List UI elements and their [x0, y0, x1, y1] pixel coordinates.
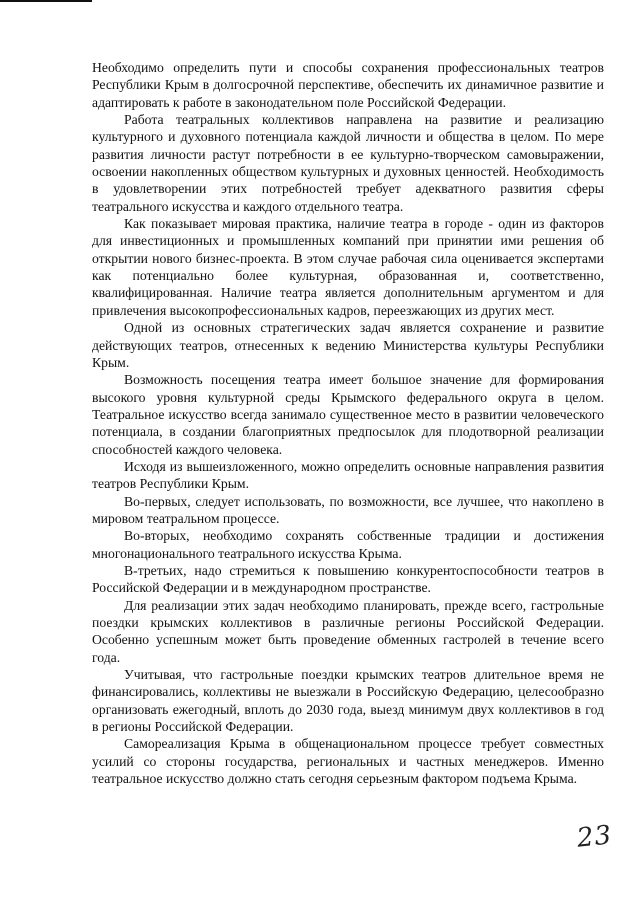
paragraph-4: Одной из основных стратегических задач является сохранение и развитие действующих театров, отнесенных к ведению Министерства культуры Республики Крым. — [92, 320, 604, 370]
paragraph-1: Необходимо определить пути и способы сохранения профессиональных театров Республики Крым в долгосрочной перспективе, обеспечить их динамичное развитие и адаптировать к работе в законодательном поле Российской Федерации. — [92, 60, 604, 110]
paragraph-5: Возможность посещения театра имеет большое значение для формирования высокого уровня культурной среды Крымского федерального округа в целом. Театральное искусство всегда занимало существенное место в развитии человеческого потенциала, в создании благоприятных предпосылок для плодотворной реализации способностей каждого человека. — [92, 372, 604, 457]
paragraph-9: В-третьих, надо стремиться к повышению конкурентоспособности театров в Российской Федерации и в международном пространстве. — [92, 562, 604, 596]
paragraph-3: Как показывает мировая практика, наличие театра в городе - один из факторов для инвестиционных и промышленных компаний при принятии ими решения об открытии нового бизнес-проекта. В этом случае рабочая сила оценивается экспертами как потенциально более культурная, образованная и, соответственно, квалифицированная. Наличие театра является дополнительным аргументом и для привлечения высокопрофессиональных кадров, переезжающих из других мест. — [92, 216, 604, 318]
paragraph-12: Самореализация Крыма в общенациональном процессе требует совместных усилий со стороны государства, региональных и частных менеджеров. Именно театральное искусство должно стать сегодня серьезным фактором подъема Крыма. — [92, 736, 604, 787]
handwritten-page-number: 23 — [575, 820, 614, 854]
paragraph-10: Для реализации этих задач необходимо планировать, прежде всего, гастрольные поездки крымских коллективов в различные регионы Российской Федерации. Особенно успешным может быть проведение обменных гастролей в течение всего года. — [92, 597, 604, 665]
paragraph-2: Работа театральных коллективов направлена на развитие и реализацию культурного и духовного потенциала каждой личности и общества в целом. По мере развития личности растут потребности в ее культурно-творческом самовыражении, освоении накопленных обществом культурных и духовных ценностей. Необходимость в удовлетворении этих потребностей требует адекватного развития сферы театрального искусства и каждого отдельного театра. — [92, 112, 604, 214]
paragraph-11: Учитывая, что гастрольные поездки крымских театров длительное время не финансировались, коллективы не выезжали в Российскую Федерацию, целесообразно организовать ежегодный, вплоть до 2030 года, выезд минимум двух коллективов в год в регионы Российской Федерации. — [92, 667, 604, 735]
document-body — [92, 59, 604, 787]
paragraph-7: Во-первых, следует использовать, по возможности, все лучшее, что накоплено в мировом театральном процессе. — [92, 493, 604, 526]
paragraph-6: Исходя из вышеизложенного, можно определить основные направления развития театров Республики Крым. — [92, 458, 604, 492]
top-rule — [0, 0, 92, 2]
paragraph-8: Во-вторых, необходимо сохранять собственные традиции и достижения многонационального театрального искусства Крыма. — [92, 528, 604, 561]
